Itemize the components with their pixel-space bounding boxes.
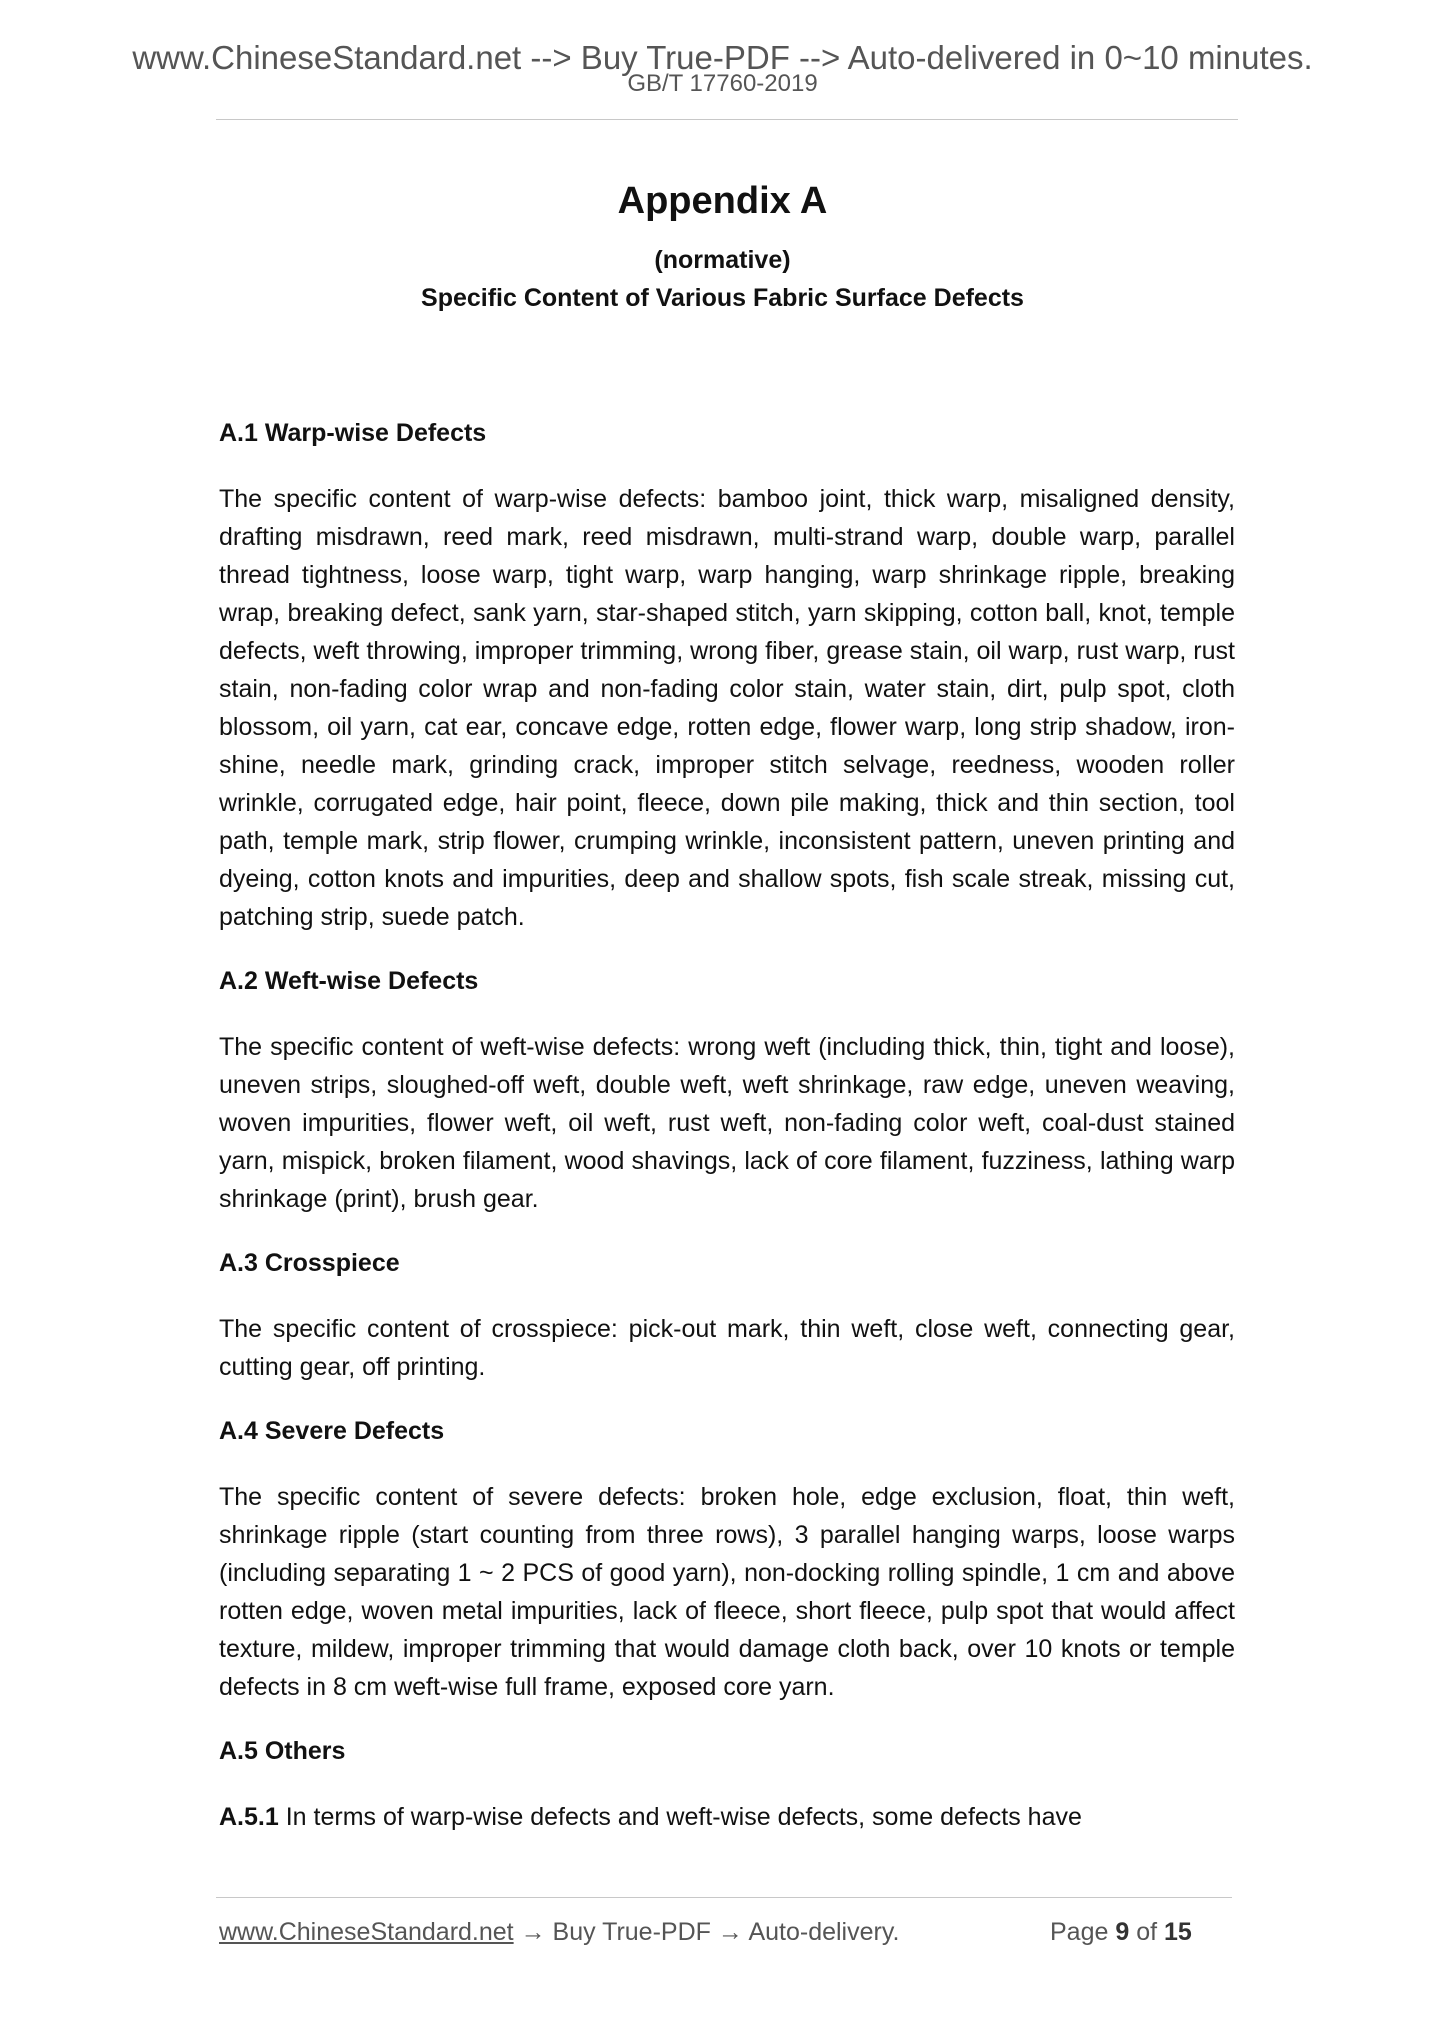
page-of: of bbox=[1136, 1918, 1158, 1946]
page-indicator bbox=[1050, 1916, 1192, 1948]
section-a1-heading: A.1 Warp-wise Defects bbox=[219, 419, 487, 447]
footer-delivery-text: Auto-delivery. bbox=[748, 1918, 900, 1946]
page-total: 15 bbox=[1164, 1918, 1192, 1946]
section-a3-text: The specific content of crosspiece: pick-out mark, thin weft, close weft, connecting gear, cutting gear, off printing. bbox=[219, 1315, 1235, 1381]
section-a5-1-text bbox=[219, 1798, 1235, 1836]
section-a4-text: The specific content of severe defects: broken hole, edge exclusion, float, thin weft, shrinkage ripple (start counting from three rows), 3 parallel hanging warps, loose warps (including separating 1 ~ 2 PCS of good yarn), non-docking rolling spindle, 1 cm and above rotten edge, woven metal impurities, lack of fleece, short fleece, pulp spot that would affect texture, mildew, improper trimming that would damage cloth back, over 10 knots or temple defects in 8 cm weft-wise full frame, exposed core yarn. bbox=[219, 1483, 1235, 1701]
header-divider bbox=[216, 119, 1238, 120]
footer-site-link[interactable]: www.ChineseStandard.net bbox=[219, 1918, 514, 1946]
section-a1-text: The specific content of warp-wise defects: bamboo joint, thick warp, misaligned density, drafting misdrawn, reed mark, reed misdrawn, multi-strand warp, double warp, parallel thread tightness, loose warp, tight warp, warp hanging, warp shrinkage ripple, breaking wrap, breaking defect, sank yarn, star-shaped stitch, yarn skipping, cotton ball, knot, temple defects, weft throwing, improper trimming, wrong fiber, grease stain, oil warp, rust warp, rust stain, non-fading color wrap and non-fading color stain, water stain, dirt, pulp spot, cloth blossom, oil yarn, cat ear, concave edge, rotten edge, flower warp, long strip shadow, iron-shine, needle mark, grinding crack, improper stitch selvage, reedness, wooden roller wrinkle, corrugated edge, hair point, fleece, down pile making, thick and thin section, tool path, temple mark, strip flower, crumping wrinkle, inconsistent pattern, uneven printing and dyeing, cotton knots and impurities, deep and shallow spots, fish scale streak, missing cut, patching strip, suede patch. bbox=[219, 485, 1235, 931]
section-a3-heading: A.3 Crosspiece bbox=[219, 1249, 400, 1277]
appendix-title: Appendix A bbox=[617, 180, 828, 222]
footer-promo bbox=[219, 1916, 899, 1948]
arrow-right-icon: → bbox=[520, 1918, 546, 1946]
footer-divider bbox=[216, 1897, 1232, 1898]
arrow-right-icon: → bbox=[717, 1918, 743, 1946]
section-a4-heading: A.4 Severe Defects bbox=[219, 1417, 445, 1445]
normative-label: (normative) bbox=[654, 246, 791, 274]
standard-code: GB/T 17760-2019 bbox=[627, 70, 818, 97]
section-a5-1-body: In terms of warp-wise defects and weft-wise defects, some defects have bbox=[285, 1803, 1082, 1831]
page-current: 9 bbox=[1115, 1918, 1130, 1946]
section-a5-1-number: A.5.1 bbox=[219, 1803, 279, 1831]
document-body bbox=[219, 416, 1235, 1836]
section-a2-heading: A.2 Weft-wise Defects bbox=[219, 967, 479, 995]
footer-buy-text: Buy True-PDF bbox=[552, 1918, 711, 1946]
section-a2-text: The specific content of weft-wise defects: wrong weft (including thick, thin, tight and loose), uneven strips, sloughed-off weft, double weft, weft shrinkage, raw edge, uneven weaving, woven impurities, flower weft, oil weft, rust weft, non-fading color weft, coal-dust stained yarn, mispick, broken filament, wood shavings, lack of core filament, fuzziness, lathing warp shrinkage (print), brush gear. bbox=[219, 1033, 1235, 1213]
header-banner[interactable]: www.ChineseStandard.net --> Buy True-PDF --> Auto-delivered in 0~10 minutes. bbox=[132, 39, 1313, 76]
section-a5-heading: A.5 Others bbox=[219, 1737, 346, 1765]
page-label: Page bbox=[1050, 1918, 1109, 1946]
appendix-subtitle: Specific Content of Various Fabric Surface Defects bbox=[421, 284, 1024, 312]
